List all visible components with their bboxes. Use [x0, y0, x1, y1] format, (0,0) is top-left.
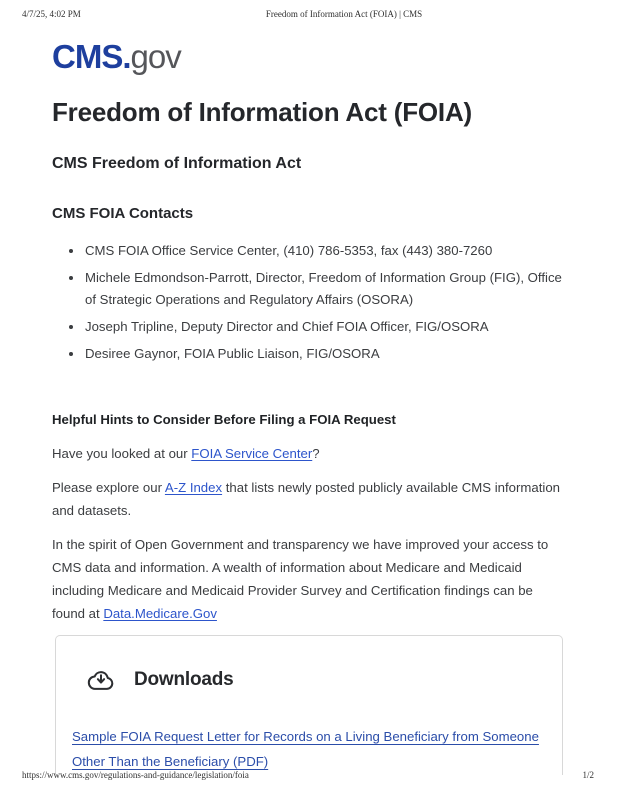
logo-cms-text: CMS — [52, 38, 123, 75]
contact-item: Joseph Tripline, Deputy Director and Chief FOIA Officer, FIG/OSORA — [52, 316, 566, 338]
service-center-paragraph — [52, 442, 566, 465]
contact-item: CMS FOIA Office Service Center, (410) 786-5353, fax (443) 380-7260 — [52, 240, 566, 262]
page-title: Freedom of Information Act (FOIA) — [52, 97, 472, 127]
contact-item: Michele Edmondson-Parrott, Director, Freedom of Information Group (FIG), Office of Strategic Operations and Regulatory Affairs (OSORA) — [52, 267, 566, 311]
hints-heading: Helpful Hints to Consider Before Filing a FOIA Request — [52, 412, 396, 427]
paragraph-text: Please explore our — [52, 480, 165, 495]
contact-item: Desiree Gaynor, FOIA Public Liaison, FIG/OSORA — [52, 343, 566, 365]
sample-foia-letter-link[interactable]: Sample FOIA Request Letter for Records on a Living Beneficiary from Someone Other Than the Beneficiary (PDF) — [72, 729, 539, 769]
logo-gov-text: gov — [130, 38, 181, 75]
section-heading: CMS Freedom of Information Act — [52, 155, 302, 172]
az-index-link[interactable]: A-Z Index — [164, 480, 223, 495]
paragraph-text: In the spirit of Open Government and transparency we have improved your access to CMS data and information. A wealth of information about Medicare and Medicaid including Medicare and Medicaid Provider Survey and Certification findings can be found at — [52, 537, 549, 621]
paragraph-text: ? — [312, 446, 320, 461]
downloads-header — [86, 668, 542, 692]
print-footer-page-number: 1/2 — [582, 770, 594, 780]
article-content — [52, 0, 566, 775]
print-footer-url: https://www.cms.gov/regulations-and-guidance/legislation/foia — [22, 770, 249, 780]
print-document-title: Freedom of Information Act (FOIA) | CMS — [265, 9, 423, 19]
az-index-paragraph — [52, 476, 566, 522]
data-medicare-gov-link[interactable]: Data.Medicare.Gov — [103, 606, 217, 621]
downloads-heading: Downloads — [134, 669, 234, 690]
logo-dot: . — [122, 38, 131, 75]
open-government-paragraph — [52, 533, 566, 625]
print-timestamp: 4/7/25, 4:02 PM — [22, 9, 81, 19]
cms-gov-logo[interactable] — [52, 40, 566, 74]
contacts-list — [52, 240, 566, 365]
paragraph-text: that lists newly posted publicly available CMS information and datasets. — [52, 480, 560, 518]
contacts-heading: CMS FOIA Contacts — [52, 205, 194, 222]
paragraph-text: Have you looked at our — [52, 446, 192, 461]
cloud-download-icon — [86, 669, 116, 692]
downloads-panel — [55, 635, 563, 775]
foia-service-center-link[interactable]: FOIA Service Center — [191, 446, 313, 461]
